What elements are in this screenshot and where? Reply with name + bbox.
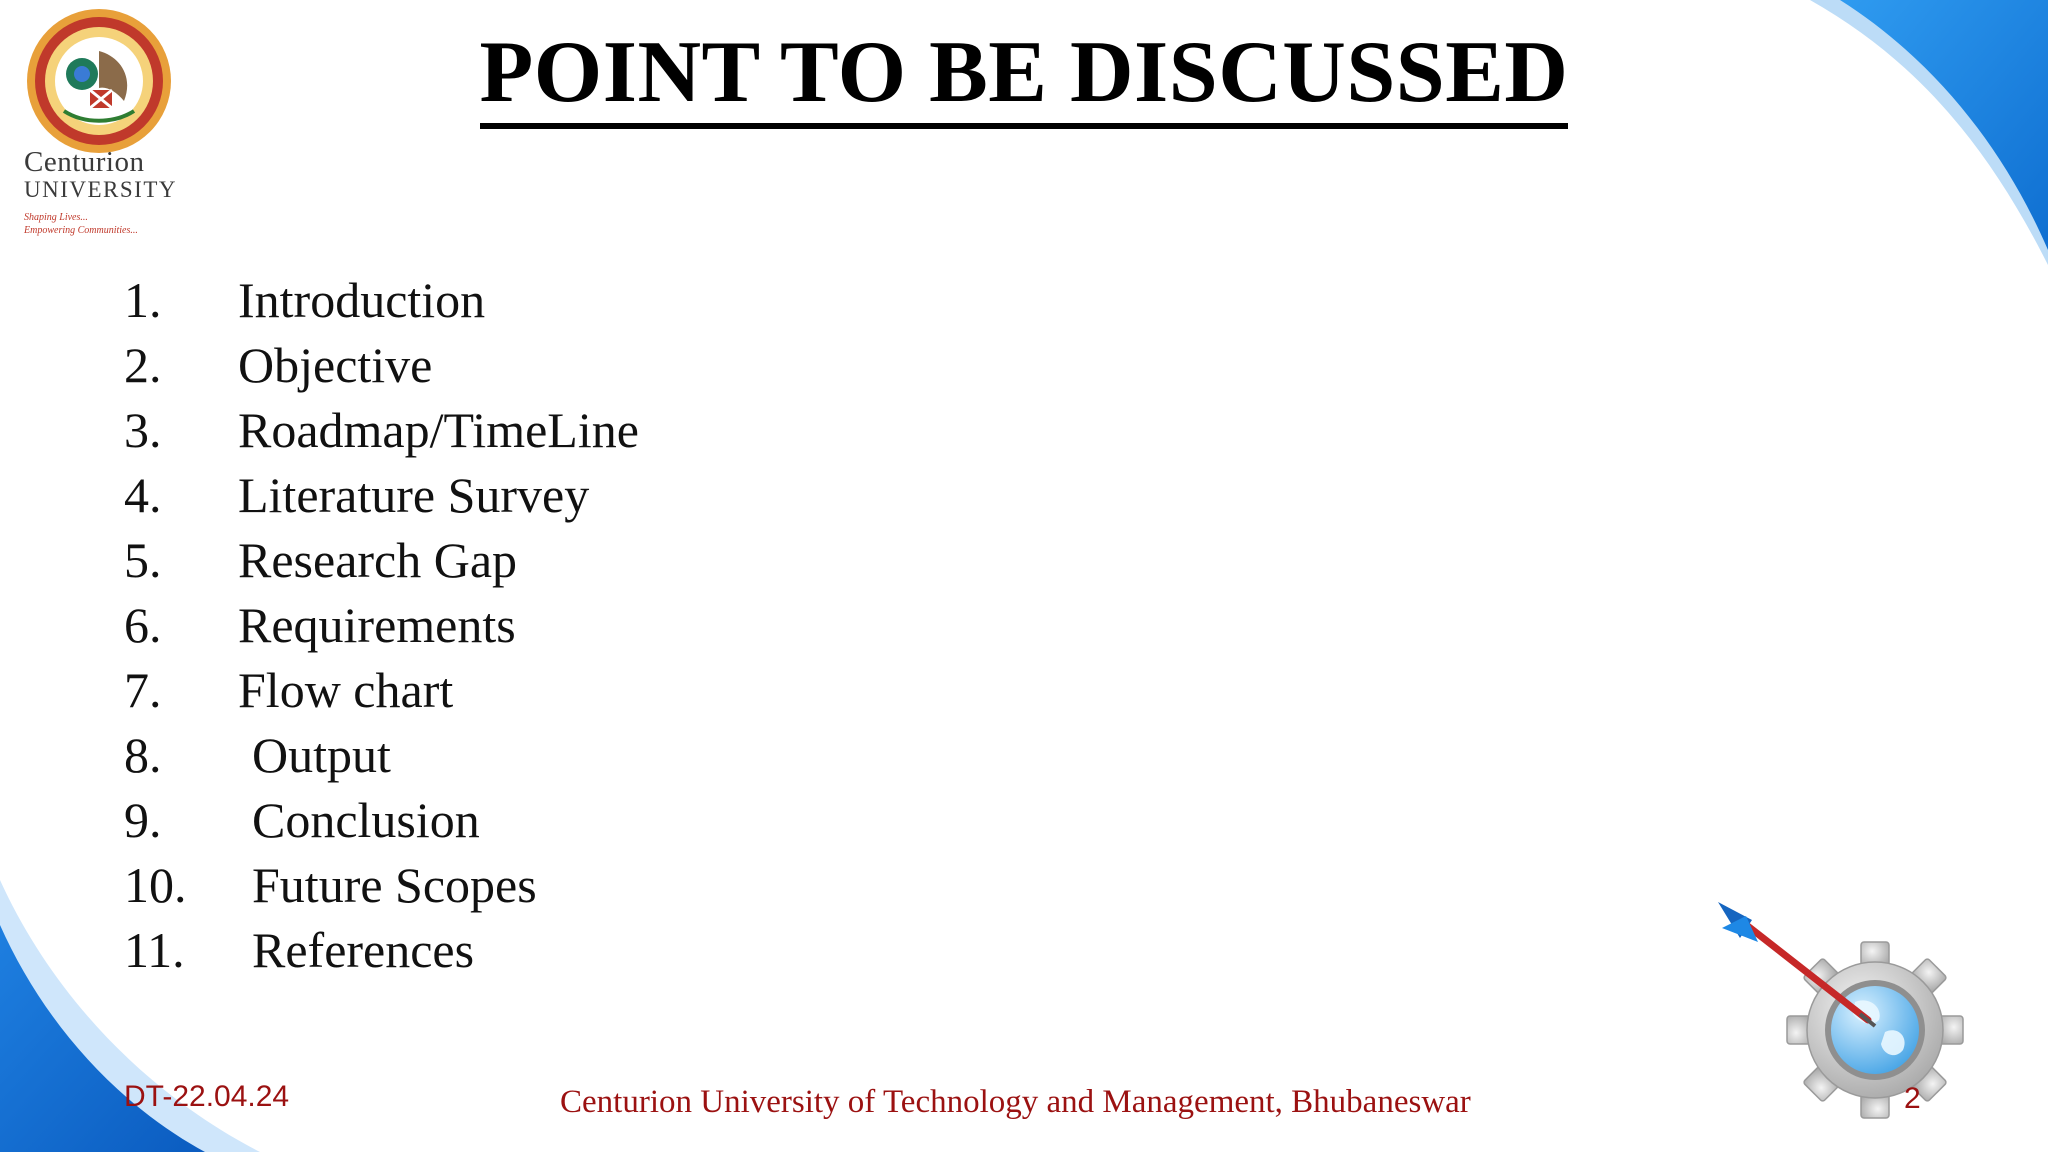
item-number: 5. — [124, 532, 162, 588]
list-item — [124, 658, 639, 723]
item-number: 8. — [124, 727, 162, 783]
footer-institution: Centurion University of Technology and Management, Bhubaneswar — [560, 1084, 1471, 1120]
item-label: Introduction — [238, 272, 486, 328]
dart-target-gear-icon — [1700, 880, 2000, 1152]
tagline-line2: Empowering Communities... — [24, 224, 138, 236]
item-label: Literature Survey — [238, 467, 590, 523]
item-number: 11. — [124, 922, 185, 978]
item-label: References — [252, 922, 475, 978]
tagline-line1: Shaping Lives... — [24, 212, 88, 223]
item-label: Requirements — [238, 597, 516, 653]
item-number: 3. — [124, 402, 162, 458]
list-item — [124, 723, 639, 788]
list-item — [124, 463, 639, 528]
item-number: 6. — [124, 597, 162, 653]
item-label: Objective — [238, 337, 433, 393]
list-item — [124, 593, 639, 658]
item-label: Research Gap — [238, 532, 518, 588]
list-item — [124, 398, 639, 463]
list-item — [124, 528, 639, 593]
item-label: Output — [252, 727, 391, 783]
topics-list — [124, 268, 639, 983]
list-item — [124, 853, 639, 918]
slide-title — [0, 22, 2048, 123]
item-number: 2. — [124, 337, 162, 393]
university-name-line1: Centurion — [24, 146, 145, 178]
list-item — [124, 333, 639, 398]
item-number: 10. — [124, 857, 187, 913]
list-item — [124, 918, 639, 983]
university-name — [24, 148, 177, 201]
list-item — [124, 788, 639, 853]
item-label: Future Scopes — [252, 857, 537, 913]
item-number: 9. — [124, 792, 162, 848]
university-tagline — [24, 212, 138, 237]
footer-date: DT-22.04.24 — [124, 1080, 290, 1113]
item-label: Flow chart — [238, 662, 454, 718]
university-name-line2: UNIVERSITY — [24, 177, 177, 202]
item-label: Conclusion — [252, 792, 480, 848]
page-number: 2 — [1904, 1082, 1921, 1115]
list-item — [124, 268, 639, 333]
item-number: 7. — [124, 662, 162, 718]
item-label: Roadmap/TimeLine — [238, 402, 639, 458]
item-number: 1. — [124, 272, 162, 328]
slide-title-text: POINT TO BE DISCUSSED — [480, 24, 1569, 129]
item-number: 4. — [124, 467, 162, 523]
